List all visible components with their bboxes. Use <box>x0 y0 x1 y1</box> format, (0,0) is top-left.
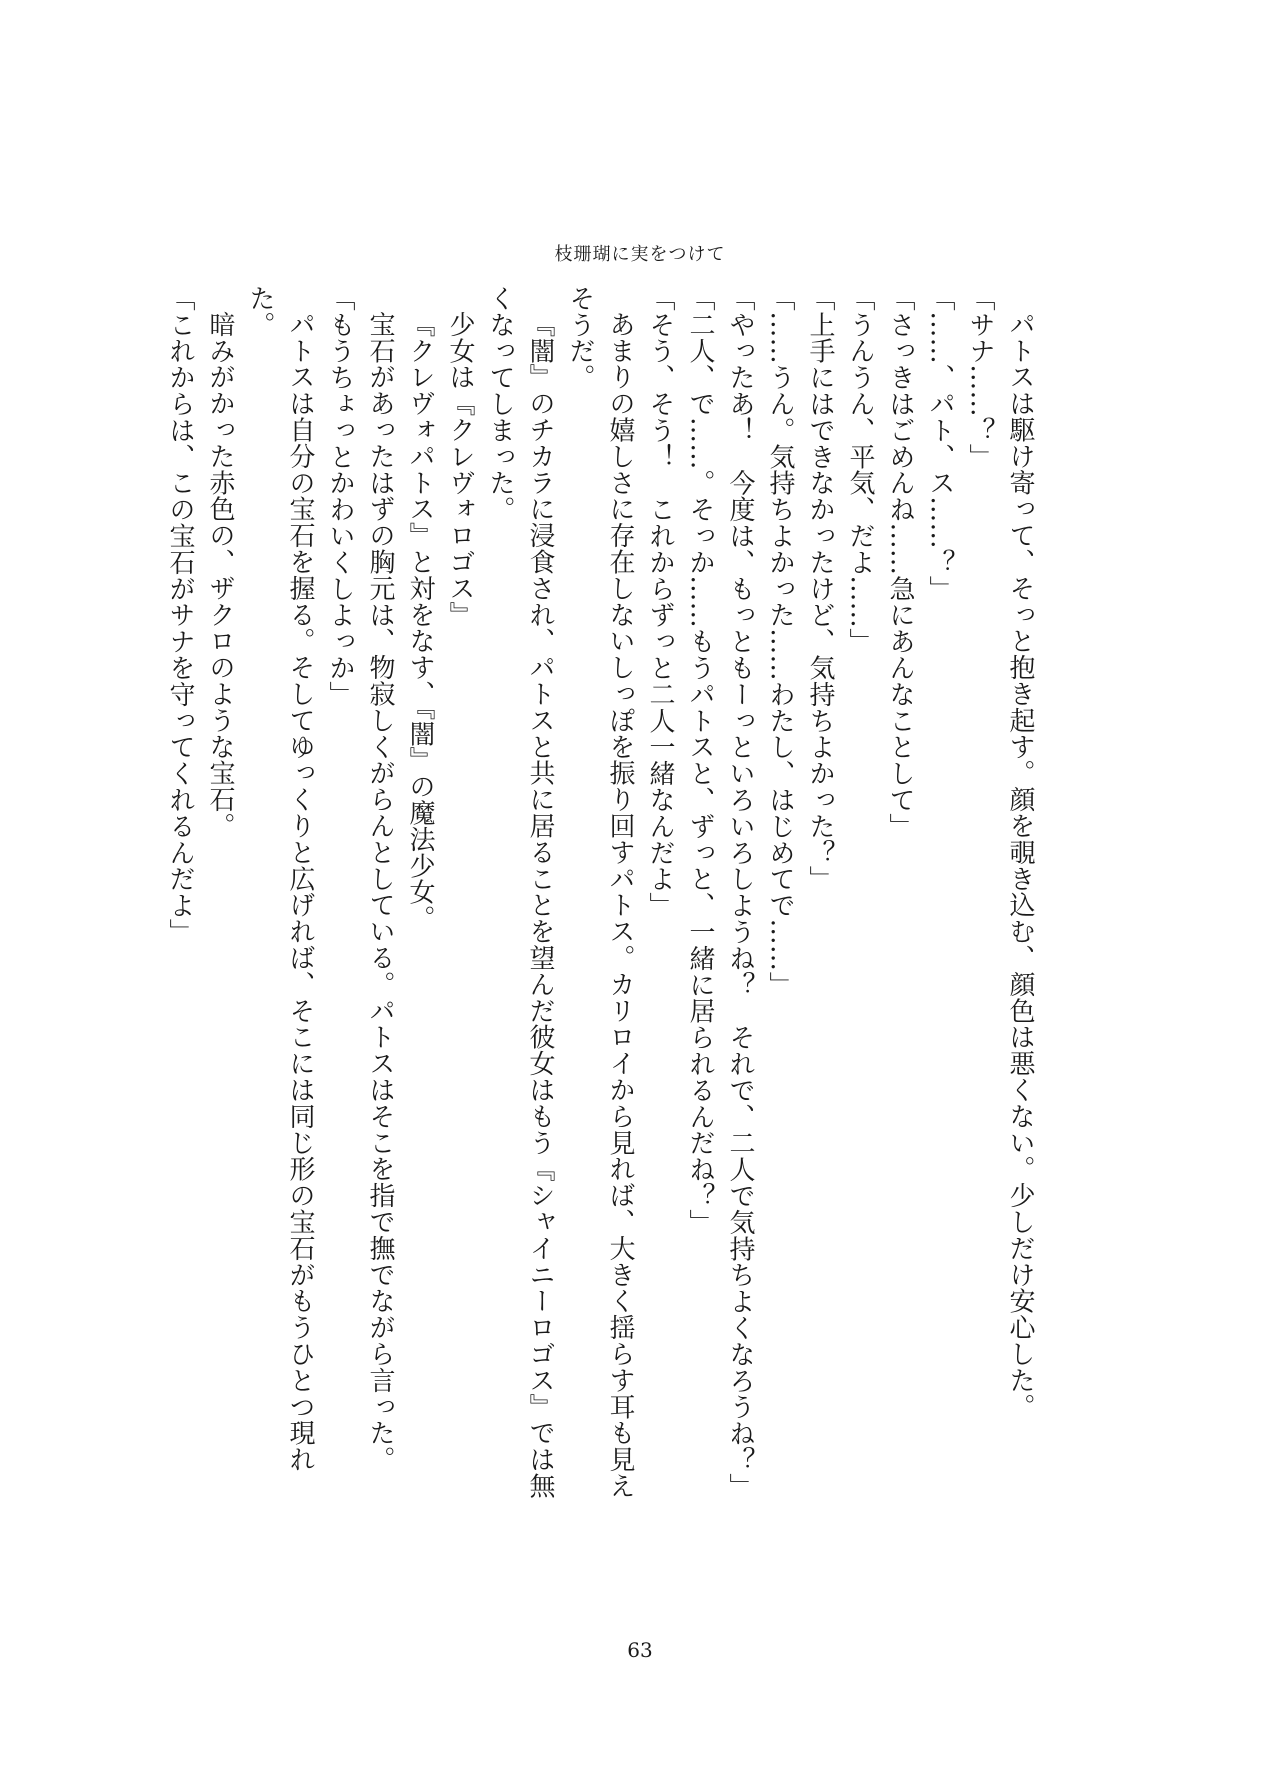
running-title: 枝珊瑚に実をつけて <box>554 244 726 265</box>
paragraph-line-1: パトスは駆け寄って、そっと抱き起す。顔を覗き込む、顔色は悪くない。少しだけ安心した。 <box>1005 311 1035 1420</box>
page-number: 63 <box>627 1638 653 1662</box>
paragraph-line-6: 「上手にはできなかったけど、気持ちよかった？」 <box>805 285 835 893</box>
paragraph-line-10: 「そう、そう！ これからずっと二人一緒なんだよ」 <box>645 285 675 919</box>
paragraph-line-5: 「うんうん、平気、だよ……」 <box>845 285 875 655</box>
paragraph-line-3: 「……、パト、ス……？」 <box>925 285 955 602</box>
paragraph-line-9: 「二人、で……。そっか……もうパトスと、ずっと、一緒に居られるんだね？」 <box>685 285 715 1236</box>
paragraph-line-16: 「もうちょっとかわいくしよっか」 <box>325 285 355 708</box>
paragraph-line-19: 「これからは、この宝石がサナを守ってくれるんだよ」 <box>165 285 195 945</box>
paragraph-line-13: 少女は『クレヴォロゴス』 <box>445 311 475 628</box>
paragraph-line-11: あまりの嬉しさに存在しないしっぽを振り回すパトス。カリロイから見れば、大きく揺らす耳も見えそうだ。 <box>565 285 635 1499</box>
paragraph-line-8: 「やったあ！ 今度は、もっともーっといろいろしようね？ それで、二人で気持ちよくなろうね？」 <box>725 285 755 1500</box>
paragraph-line-17: パトスは自分の宝石を握る。そしてゆっくりと広げれば、そこには同じ形の宝石がもうひとつ現れた。 <box>245 285 315 1473</box>
vertical-text-body <box>165 285 1040 1525</box>
paragraph-line-4: 「さっきはごめんね……急にあんなことして」 <box>885 285 915 840</box>
paragraph-line-15: 宝石があったはずの胸元は、物寂しくがらんとしている。パトスはそこを指で撫でながら言った。 <box>365 311 395 1473</box>
paragraph-line-18: 暗みがかった赤色の、ザクロのような宝石。 <box>205 311 235 839</box>
paragraph-line-2: 「サナ……？」 <box>965 285 995 470</box>
paragraph-line-7: 「……うん。気持ちよかった……わたし、はじめてで……」 <box>765 285 795 998</box>
paragraph-line-12: 『闇』のチカラに浸食され、パトスと共に居ることを望んだ彼女はもう『シャイニーロゴス』では無くなってしまった。 <box>485 285 555 1499</box>
paragraph-line-14: 『クレヴォパトス』と対をなす、『闇』の魔法少女。 <box>405 311 435 932</box>
